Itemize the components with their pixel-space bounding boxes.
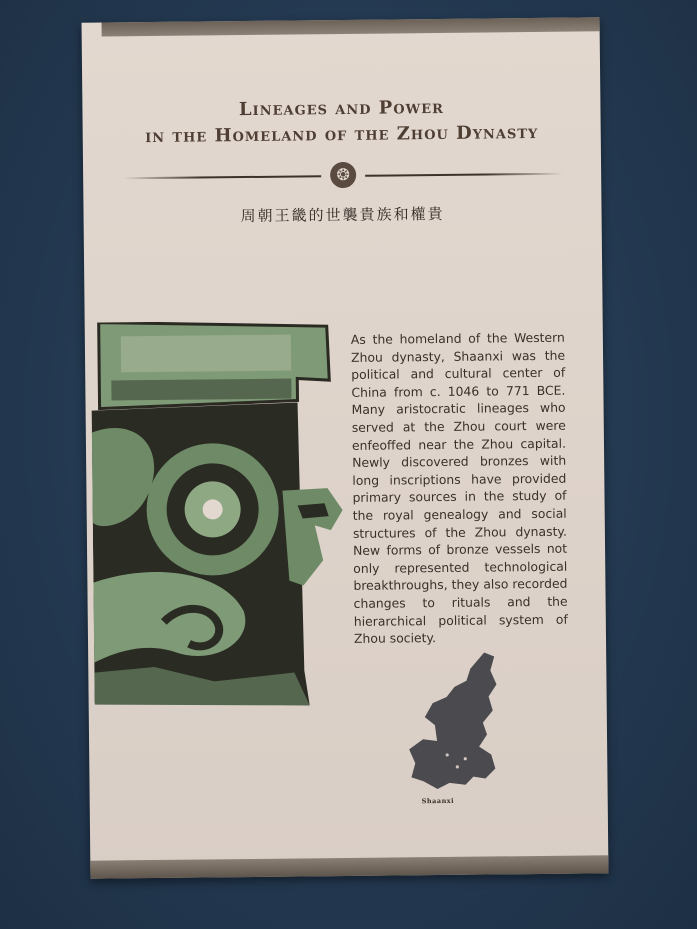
ornament-medallion-icon: ❂: [330, 162, 356, 188]
panel-top-edge: [102, 17, 600, 36]
panel-bottom-edge: [90, 855, 608, 878]
exhibit-panel: [82, 17, 609, 878]
panel-title-line1: Lineages and Power: [238, 96, 445, 121]
divider-left: [123, 175, 321, 179]
shaanxi-map-icon: [406, 650, 508, 801]
bronze-artifact-image: [91, 320, 355, 713]
panel-title-line2: in the Homeland of the Zhou Dynasty: [145, 121, 539, 148]
chinese-title: 周朝王畿的世襲貴族和權貴: [240, 204, 445, 226]
panel-body-text: As the homeland of the Western Zhou dynasty, Shaanxi was the political and cultural center of China from c. 1046 to 771 BCE. Many aristocratic lineages who served at the Zhou court were enfeoffed near the Zhou capital. Newly discovered bronzes with long inscriptions have provided primary sources in the study of the royal genealogy and social structures of the Zhou dynasty. New forms of bronze vessels not only represented technological breakthroughs, they also recorded changes to rituals and the hierarchical political system of Zhou society.: [350, 329, 568, 647]
map-label: Shaanxi: [421, 796, 455, 806]
divider-right: [365, 173, 563, 177]
